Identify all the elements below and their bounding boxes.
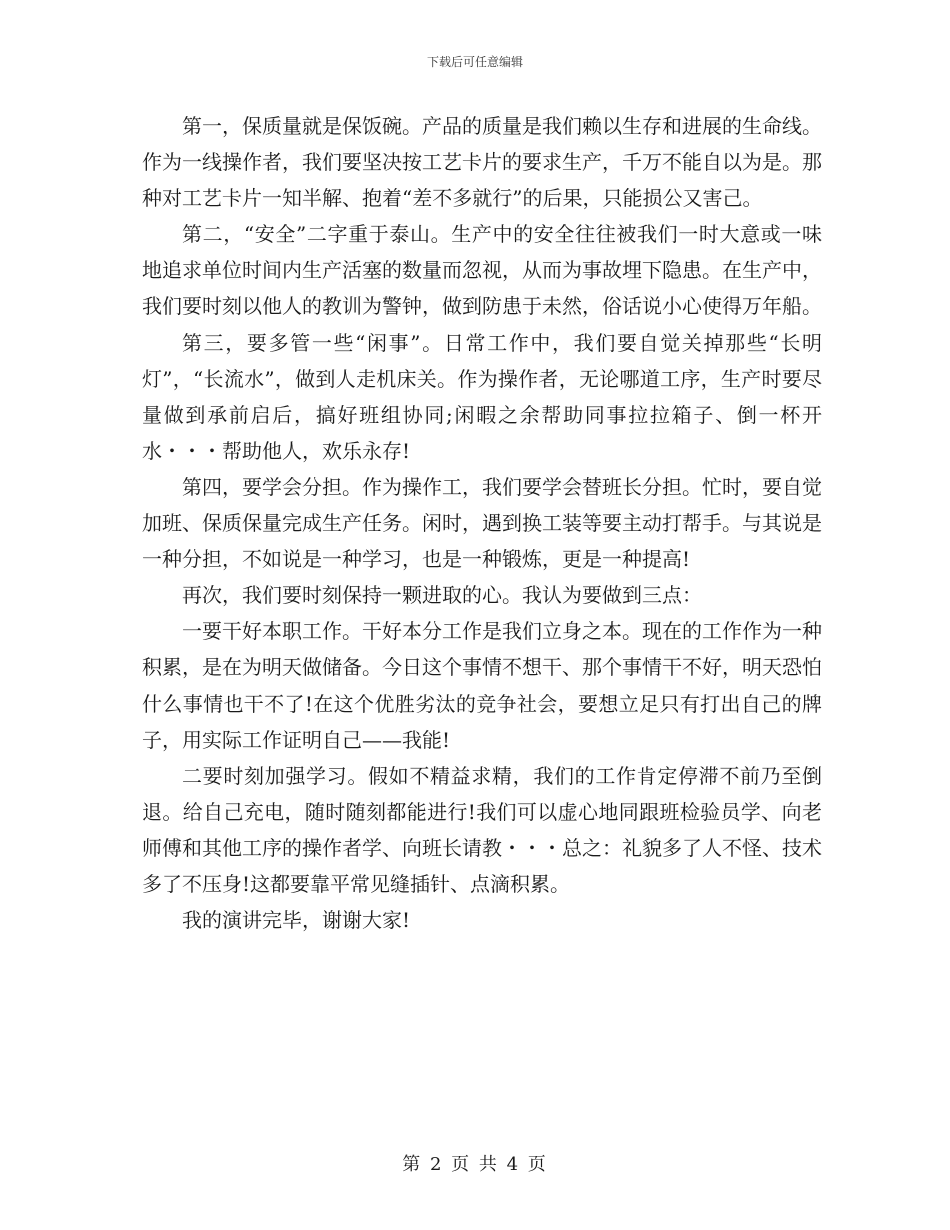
paragraph-closing: 我的演讲完毕，谢谢大家! [182,908,411,933]
paragraph-safety: 第二，“安全”二字重于泰山。生产中的安全往往被我们一时大意或一味地追求单位时间内生产活塞的数量而忽视，从而为事故埋下隐患。在生产中，我们要时刻以他人的教训为警钟，做到防患于未然，俗话说小心使得万年船。 [142,222,822,319]
paragraph-do-job-well: 一要干好本职工作。干好本分工作是我们立身之本。现在的工作作为一种积累，是在为明天做储备。今日这个事情不想干、那个事情干不好，明天恐怕什么事情也干不了!在这个优胜劣汰的竞争社会，要想立足只有打出自己的牌子，用实际工作证明自己——我能! [142,619,822,752]
document-body [142,108,822,938]
paragraph-progress-intro: 再次，我们要时刻保持一颗进取的心。我认为要做到三点： [182,583,702,608]
paragraph-share-burden: 第四，要学会分担。作为操作工，我们要学会替班长分担。忙时，要自觉加班、保质保量完成生产任务。闲时，遇到换工装等要主动打帮手。与其说是一种分担，不如说是一种学习，也是一种锻炼，更是一种提高! [142,474,822,572]
paragraph-extra-tasks: 第三，要多管一些“闲事”。日常工作中，我们要自觉关掉那些“长明灯”，“长流水”，做到人走机床关。作为操作者，无论哪道工序，生产时要尽量做到承前启后，搞好班组协同;闲暇之余帮助同事拉拉箱子、倒一杯开水・・・帮助他人，欢乐永存! [142,330,822,463]
page-header: 下载后可任意编辑 [426,55,523,69]
paragraph-quality: 第一，保质量就是保饭碗。产品的质量是我们赖以生存和进展的生命线。作为一线操作者，我们要坚决按工艺卡片的要求生产，千万不能自以为是。那种对工艺卡片一知半解、抱着“差不多就行”的后果，只能损公又害己。 [142,114,822,211]
paragraph-keep-learning: 二要时刻加强学习。假如不精益求精，我们的工作肯定停滞不前乃至倒退。给自己充电，随时随刻都能进行!我们可以虚心地同跟班检验员学、向老师傅和其他工序的操作者学、向班长请教・・・总之：礼貌多了人不怪、技术多了不压身!这都要靠平常见缝插针、点滴积累。 [142,763,822,896]
page-number: 第 2 页 共 4 页 [402,1154,548,1175]
